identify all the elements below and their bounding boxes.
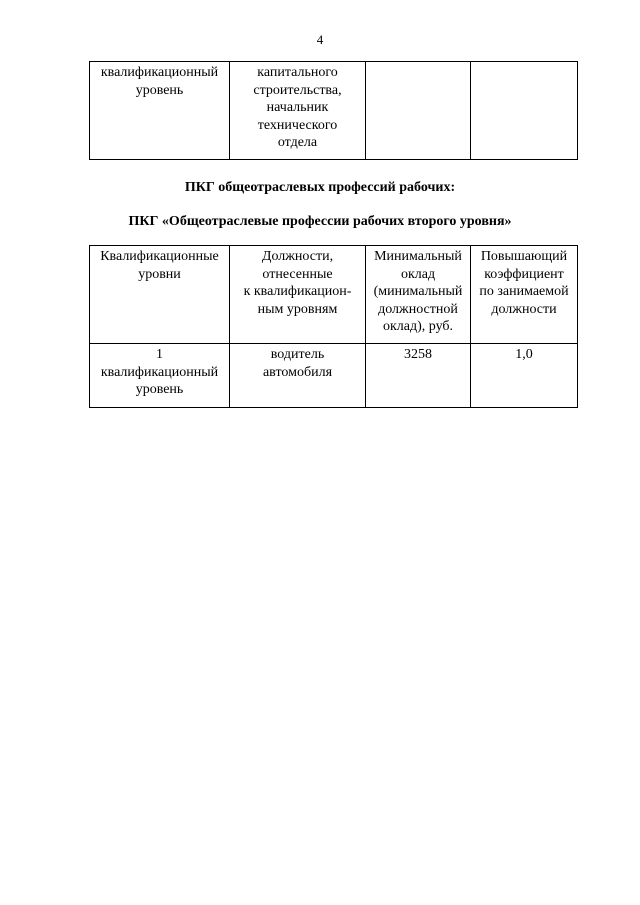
table-cell: водитель автомобиля [230,344,366,408]
table-cell: 1,0 [471,344,578,408]
group-heading: ПКГ общеотраслевых профессий рабочих: [184,180,456,195]
column-header: Минимальный оклад (минимальный должностной оклад), руб. [366,246,471,344]
column-header: Повышающий коэффициент по занимаемой должности [471,246,578,344]
column-header: Должности, отнесенные к квалификацион- ным уровням [230,246,366,344]
table-cell [366,62,471,160]
column-header: Квалификационные уровни [90,246,230,344]
table-row [90,62,578,160]
salary-table [89,245,578,408]
top-table [89,61,578,160]
table-cell [471,62,578,160]
page-number: 4 [316,32,324,47]
table-header-row [90,246,578,344]
table-row [90,344,578,408]
table-cell: 3258 [366,344,471,408]
table-cell: капитального строительства, начальник технического отдела [230,62,366,160]
table-cell: квалификационный уровень [90,62,230,160]
table-cell: 1 квалификационный уровень [90,344,230,408]
subgroup-heading: ПКГ «Общеотраслевые профессии рабочих второго уровня» [128,214,512,229]
